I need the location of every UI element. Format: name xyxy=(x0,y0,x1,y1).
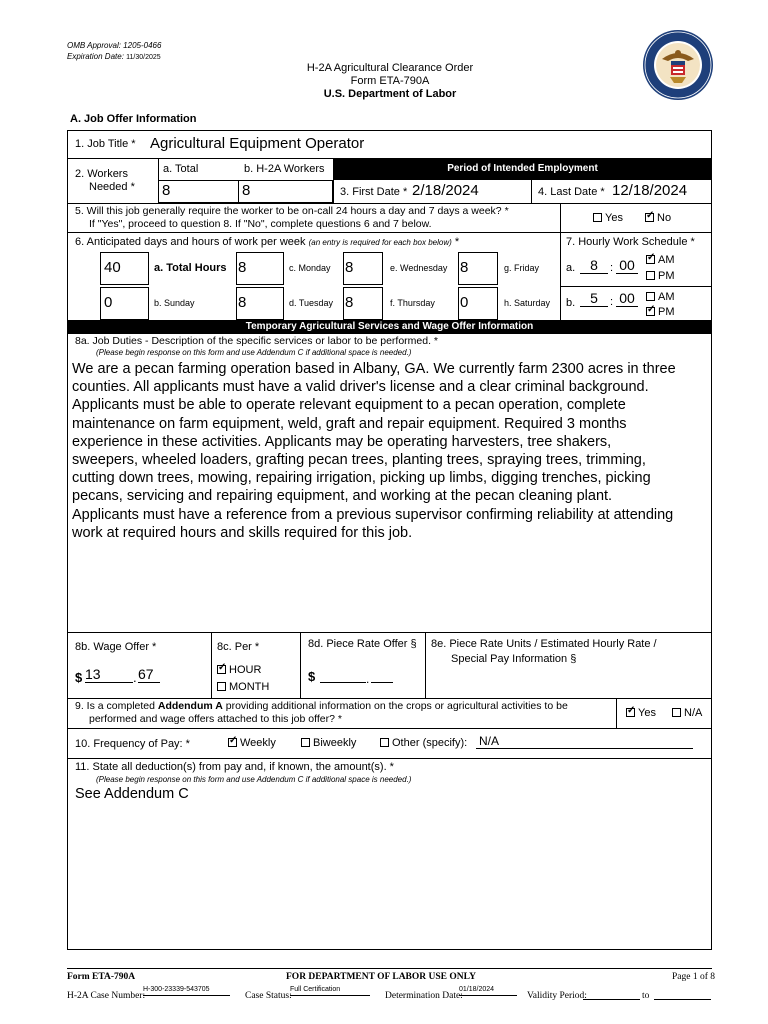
per-month-label: MONTH xyxy=(229,681,270,693)
schedule-a-label: a. xyxy=(566,262,576,274)
schedule-b-pm-label: PM xyxy=(658,306,675,318)
schedule-a-hour[interactable]: 8 xyxy=(580,257,608,274)
wage-dollars[interactable]: 13 xyxy=(85,666,133,683)
sunday-label: b. Sunday xyxy=(154,298,195,308)
wednesday-value[interactable]: 8 xyxy=(345,259,354,276)
addendum-a-yes-label: Yes xyxy=(638,707,656,719)
form-title: H-2A Agricultural Clearance Order xyxy=(306,62,474,74)
schedule-b-colon: : xyxy=(610,296,614,308)
pay-biweekly-label: Biweekly xyxy=(313,737,357,749)
schedule-b-label: b. xyxy=(566,297,576,309)
thursday-value[interactable]: 8 xyxy=(345,294,354,311)
schedule-a-pm-label: PM xyxy=(658,270,675,282)
section-a-title: A. Job Offer Information xyxy=(70,113,197,125)
deductions-label: 11. State all deduction(s) from pay and, if known, the amount(s). * xyxy=(75,761,394,773)
first-date-label: 3. First Date * xyxy=(340,186,408,198)
schedule-a-pm-checkbox[interactable] xyxy=(646,271,655,280)
pay-other-label: Other (specify): xyxy=(392,737,468,749)
per-month[interactable] xyxy=(217,681,269,693)
validity-to: to xyxy=(642,991,650,1001)
pay-weekly[interactable] xyxy=(228,737,276,749)
addendum-a-na[interactable] xyxy=(672,707,702,719)
thursday-label: f. Thursday xyxy=(390,298,435,308)
oncall-question-1: 5. Will this job generally require the worker to be on-call 24 hours a day and 7 days a week? * xyxy=(75,205,509,217)
addendum-a-question-post: providing additional information on the crops or agricultural activities to be xyxy=(222,700,568,712)
wage-offer-label: 8b. Wage Offer * xyxy=(75,641,157,653)
total-workers-value[interactable]: 8 xyxy=(162,182,171,199)
piece-rate-dollars[interactable] xyxy=(320,682,366,683)
oncall-question-2: If "Yes", proceed to question 8. If "No", complete questions 6 and 7 below. xyxy=(89,218,432,230)
oncall-yes[interactable] xyxy=(593,212,623,224)
pay-weekly-checkbox[interactable] xyxy=(228,738,237,747)
saturday-label: h. Saturday xyxy=(504,298,551,308)
wage-dollar-sign: $ xyxy=(75,670,83,685)
per-hour[interactable] xyxy=(217,664,261,676)
job-duties-line: Applicants must have a reference from a previous supervisor confirming reliability at attending xyxy=(72,506,674,523)
per-label: 8c. Per * xyxy=(217,641,260,653)
hours-question-star: * xyxy=(454,236,460,248)
validity-end xyxy=(654,999,711,1000)
omb-approval: OMB Approval: 1205-0466 xyxy=(67,41,162,50)
department-name: U.S. Department of Labor xyxy=(323,88,457,100)
job-duties-line: work at required hours and skills required for this job. xyxy=(72,524,413,541)
expiration-date xyxy=(67,52,161,61)
job-duties-line: counties. All applicants must have a valid driver's license and a clear criminal background. xyxy=(72,379,649,396)
addendum-a-question-bold: Addendum A xyxy=(157,700,223,712)
oncall-yes-checkbox[interactable] xyxy=(593,213,602,222)
footer-page: Page 1 of 8 xyxy=(672,972,716,982)
saturday-value[interactable]: 0 xyxy=(460,294,469,311)
job-title-label: 1. Job Title * xyxy=(75,138,136,150)
addendum-a-yes[interactable] xyxy=(626,707,656,719)
pay-other-checkbox[interactable] xyxy=(380,738,389,747)
expiration-label: Expiration Date: xyxy=(67,52,124,61)
schedule-a-colon: : xyxy=(610,262,614,274)
piece-rate-label: 8d. Piece Rate Offer § xyxy=(308,638,417,650)
case-status-label: Case Status: xyxy=(245,991,292,1001)
schedule-a-am-checkbox[interactable] xyxy=(646,255,655,264)
schedule-a-am[interactable] xyxy=(646,254,675,266)
hours-question-note: (an entry is required for each box below) xyxy=(308,238,452,247)
job-duties-text[interactable] xyxy=(72,360,710,542)
schedule-a-minute[interactable]: 00 xyxy=(616,257,638,274)
validity-start xyxy=(583,999,640,1000)
pay-biweekly[interactable] xyxy=(301,737,356,749)
workers-needed-label-1: 2. Workers xyxy=(75,168,128,180)
wage-cents[interactable]: 67 xyxy=(138,666,160,683)
oncall-no[interactable] xyxy=(645,212,671,224)
pay-other-value[interactable]: N/A xyxy=(476,734,693,749)
addendum-a-na-checkbox[interactable] xyxy=(672,708,681,717)
determination-date-value: 01/18/2024 xyxy=(459,986,517,996)
deductions-note: (Please begin response on this form and use Addendum C if additional space is needed.) xyxy=(96,775,412,784)
validity-period-label: Validity Period: xyxy=(527,991,587,1001)
oncall-no-label: No xyxy=(657,212,672,224)
schedule-a-am-label: AM xyxy=(658,254,675,266)
total-hours-value[interactable]: 40 xyxy=(104,259,121,276)
hours-question-label: 6. Anticipated days and hours of work per week xyxy=(75,236,306,248)
h2a-workers-label: b. H-2A Workers xyxy=(244,163,325,175)
oncall-yes-label: Yes xyxy=(605,212,623,224)
pay-frequency-label: 10. Frequency of Pay: * xyxy=(75,738,190,750)
case-number-label: H-2A Case Number: xyxy=(67,991,146,1001)
addendum-a-question-2: performed and wage offers attached to this job offer? * xyxy=(89,713,342,725)
schedule-b-am-label: AM xyxy=(658,291,675,303)
dol-seal-icon xyxy=(642,29,714,101)
schedule-a-pm[interactable] xyxy=(646,270,675,282)
total-workers-label: a. Total xyxy=(163,163,199,175)
pay-weekly-label: Weekly xyxy=(240,737,276,749)
determination-date-label: Determination Date: xyxy=(385,991,463,1001)
oncall-no-checkbox[interactable] xyxy=(645,213,654,222)
friday-label: g. Friday xyxy=(504,263,540,273)
addendum-a-question-1 xyxy=(75,700,568,712)
first-date-value[interactable]: 2/18/2024 xyxy=(412,182,479,199)
job-duties-line: Applicants must be able to operate relevant equipment to a pecan operation, complete xyxy=(72,397,626,414)
schedule-b-pm-checkbox[interactable] xyxy=(646,307,655,316)
tuesday-value[interactable]: 8 xyxy=(238,294,247,311)
job-duties-line: experience in these activities. Applicants may be operating harvesters, tree shakers, xyxy=(72,433,612,450)
case-status-value: Full Certification xyxy=(290,986,370,996)
footer-dol-use: FOR DEPARTMENT OF LABOR USE ONLY xyxy=(286,972,476,982)
job-duties-line: cutting down trees, mowing, repairing irrigation, picking up limbs, digging trenches, picking xyxy=(72,470,651,487)
per-hour-checkbox[interactable] xyxy=(217,665,226,674)
tuesday-label: d. Tuesday xyxy=(289,298,334,308)
pay-other[interactable] xyxy=(380,737,467,749)
pay-biweekly-checkbox[interactable] xyxy=(301,738,310,747)
addendum-a-question-pre: 9. Is a completed xyxy=(75,700,158,712)
expiration-value: 11/30/2025 xyxy=(126,54,161,61)
hourly-schedule-label: 7. Hourly Work Schedule * xyxy=(566,236,695,248)
per-hour-label: HOUR xyxy=(229,664,262,676)
period-header: Period of Intended Employment xyxy=(333,158,712,180)
temp-services-header: Temporary Agricultural Services and Wage Offer Information xyxy=(67,320,712,334)
sunday-value[interactable]: 0 xyxy=(104,294,113,311)
total-hours-label: a. Total Hours xyxy=(154,262,227,274)
job-duties-label: 8a. Job Duties - Description of the specific services or labor to be performed. * xyxy=(75,335,438,347)
piece-rate-dollar: $ xyxy=(308,669,316,684)
per-month-checkbox[interactable] xyxy=(217,682,226,691)
job-duties-line: pecans, servicing and repairing equipment, and working at the pecan cleaning plant. xyxy=(72,488,613,505)
job-duties-line: maintenance on farm equipment, weld, graft and repair equipment. Required 3 months xyxy=(72,415,627,432)
job-duties-line: sweepers, wheeled loaders, grafting pecan trees, planting trees, spraying trees, trimming, xyxy=(72,452,646,469)
monday-value[interactable]: 8 xyxy=(238,259,247,276)
schedule-b-am[interactable] xyxy=(646,291,675,303)
friday-value[interactable]: 8 xyxy=(460,259,469,276)
piece-rate-units-label-1: 8e. Piece Rate Units / Estimated Hourly Rate / xyxy=(431,638,657,650)
monday-label: c. Monday xyxy=(289,263,331,273)
hours-question xyxy=(75,236,459,248)
case-number-value: H-300-23339-543705 xyxy=(143,986,230,996)
schedule-b-am-checkbox[interactable] xyxy=(646,292,655,301)
h2a-workers-value[interactable]: 8 xyxy=(242,182,251,199)
schedule-b-minute[interactable]: 00 xyxy=(616,290,638,307)
schedule-b-hour[interactable]: 5 xyxy=(580,290,608,307)
job-duties-line: We are a pecan farming operation based in Albany, GA. We currently farm 2300 acres in three xyxy=(72,361,676,377)
job-title-value[interactable]: Agricultural Equipment Operator xyxy=(150,135,365,152)
workers-needed-label-2: Needed * xyxy=(89,181,135,193)
last-date-label: 4. Last Date * xyxy=(538,186,605,198)
piece-rate-decimal: . xyxy=(366,672,370,686)
form-number: Form ETA-790A xyxy=(350,75,430,87)
last-date-value[interactable]: 12/18/2024 xyxy=(612,182,688,199)
job-duties-note: (Please begin response on this form and use Addendum C if additional space is needed.) xyxy=(96,348,412,357)
piece-rate-cents[interactable] xyxy=(371,682,393,683)
addendum-a-na-label: N/A xyxy=(684,707,703,719)
schedule-b-pm[interactable] xyxy=(646,306,675,318)
footer-form: Form ETA-790A xyxy=(67,972,136,982)
deductions-value[interactable]: See Addendum C xyxy=(75,786,189,802)
wage-decimal: . xyxy=(133,670,137,685)
wednesday-label: e. Wednesday xyxy=(390,263,448,273)
piece-rate-units-label-2: Special Pay Information § xyxy=(451,653,577,665)
addendum-a-yes-checkbox[interactable] xyxy=(626,708,635,717)
